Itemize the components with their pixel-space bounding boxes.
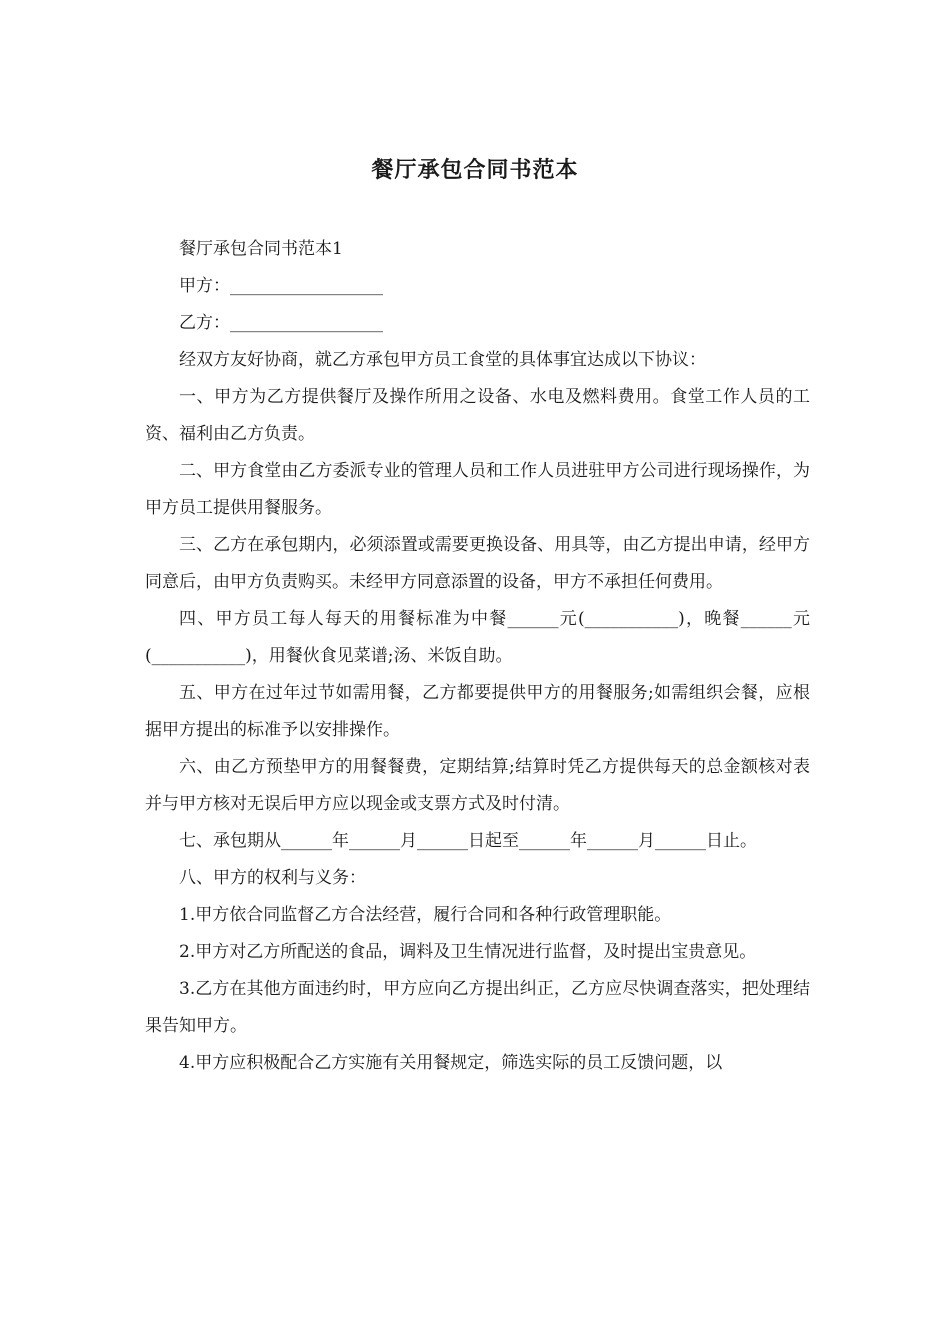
paragraph-clause-4: 四、甲方员工每人每天的用餐标准为中餐______元(___________)，晚餐______元(___________)，用餐伙食见菜谱;汤、米饭自助。	[145, 609, 810, 666]
paragraph-party-b: 乙方：__________________	[179, 313, 383, 333]
paragraph-item-4: 4.甲方应积极配合乙方实施有关用餐规定，筛选实际的员工反馈问题，以	[179, 1053, 723, 1073]
paragraph-clause-3: 三、乙方在承包期内，必须添置或需要更换设备、用具等，由乙方提出申请，经甲方同意后，由甲方负责购买。未经甲方同意添置的设备，甲方不承担任何费用。	[145, 535, 810, 592]
paragraph-clause-2: 二、甲方食堂由乙方委派专业的管理人员和工作人员进驻甲方公司进行现场操作，为甲方员工提供用餐服务。	[145, 461, 810, 518]
paragraph-party-a: 甲方：__________________	[179, 276, 383, 296]
paragraph-clause-8: 八、甲方的权利与义务：	[179, 868, 366, 888]
document-body	[145, 231, 810, 1082]
paragraph-clause-1: 一、甲方为乙方提供餐厅及操作所用之设备、水电及燃料费用。食堂工作人员的工资、福利由乙方负责。	[145, 387, 810, 444]
paragraph-item-2: 2.甲方对乙方所配送的食品，调料及卫生情况进行监督，及时提出宝贵意见。	[179, 942, 757, 962]
paragraph-clause-5: 五、甲方在过年过节如需用餐，乙方都要提供甲方的用餐服务;如需组织会餐，应根据甲方提出的标准予以安排操作。	[145, 683, 810, 740]
paragraph-item-3: 3.乙方在其他方面违约时，甲方应向乙方提出纠正，乙方应尽快调查落实，把处理结果告知甲方。	[145, 979, 810, 1036]
paragraph-heading: 餐厅承包合同书范本1	[179, 239, 343, 259]
paragraph-item-1: 1.甲方依合同监督乙方合法经营，履行合同和各种行政管理职能。	[179, 905, 672, 925]
paragraph-clause-7: 七、承包期从______年______月______日起至______年______月______日止。	[179, 831, 757, 851]
paragraph-intro: 经双方友好协商，就乙方承包甲方员工食堂的具体事宜达成以下协议：	[179, 350, 706, 370]
document-title: 餐厅承包合同书范本	[371, 157, 579, 183]
paragraph-clause-6: 六、由乙方预垫甲方的用餐餐费，定期结算;结算时凭乙方提供每天的总金额核对表并与甲方核对无误后甲方应以现金或支票方式及时付清。	[145, 757, 810, 814]
